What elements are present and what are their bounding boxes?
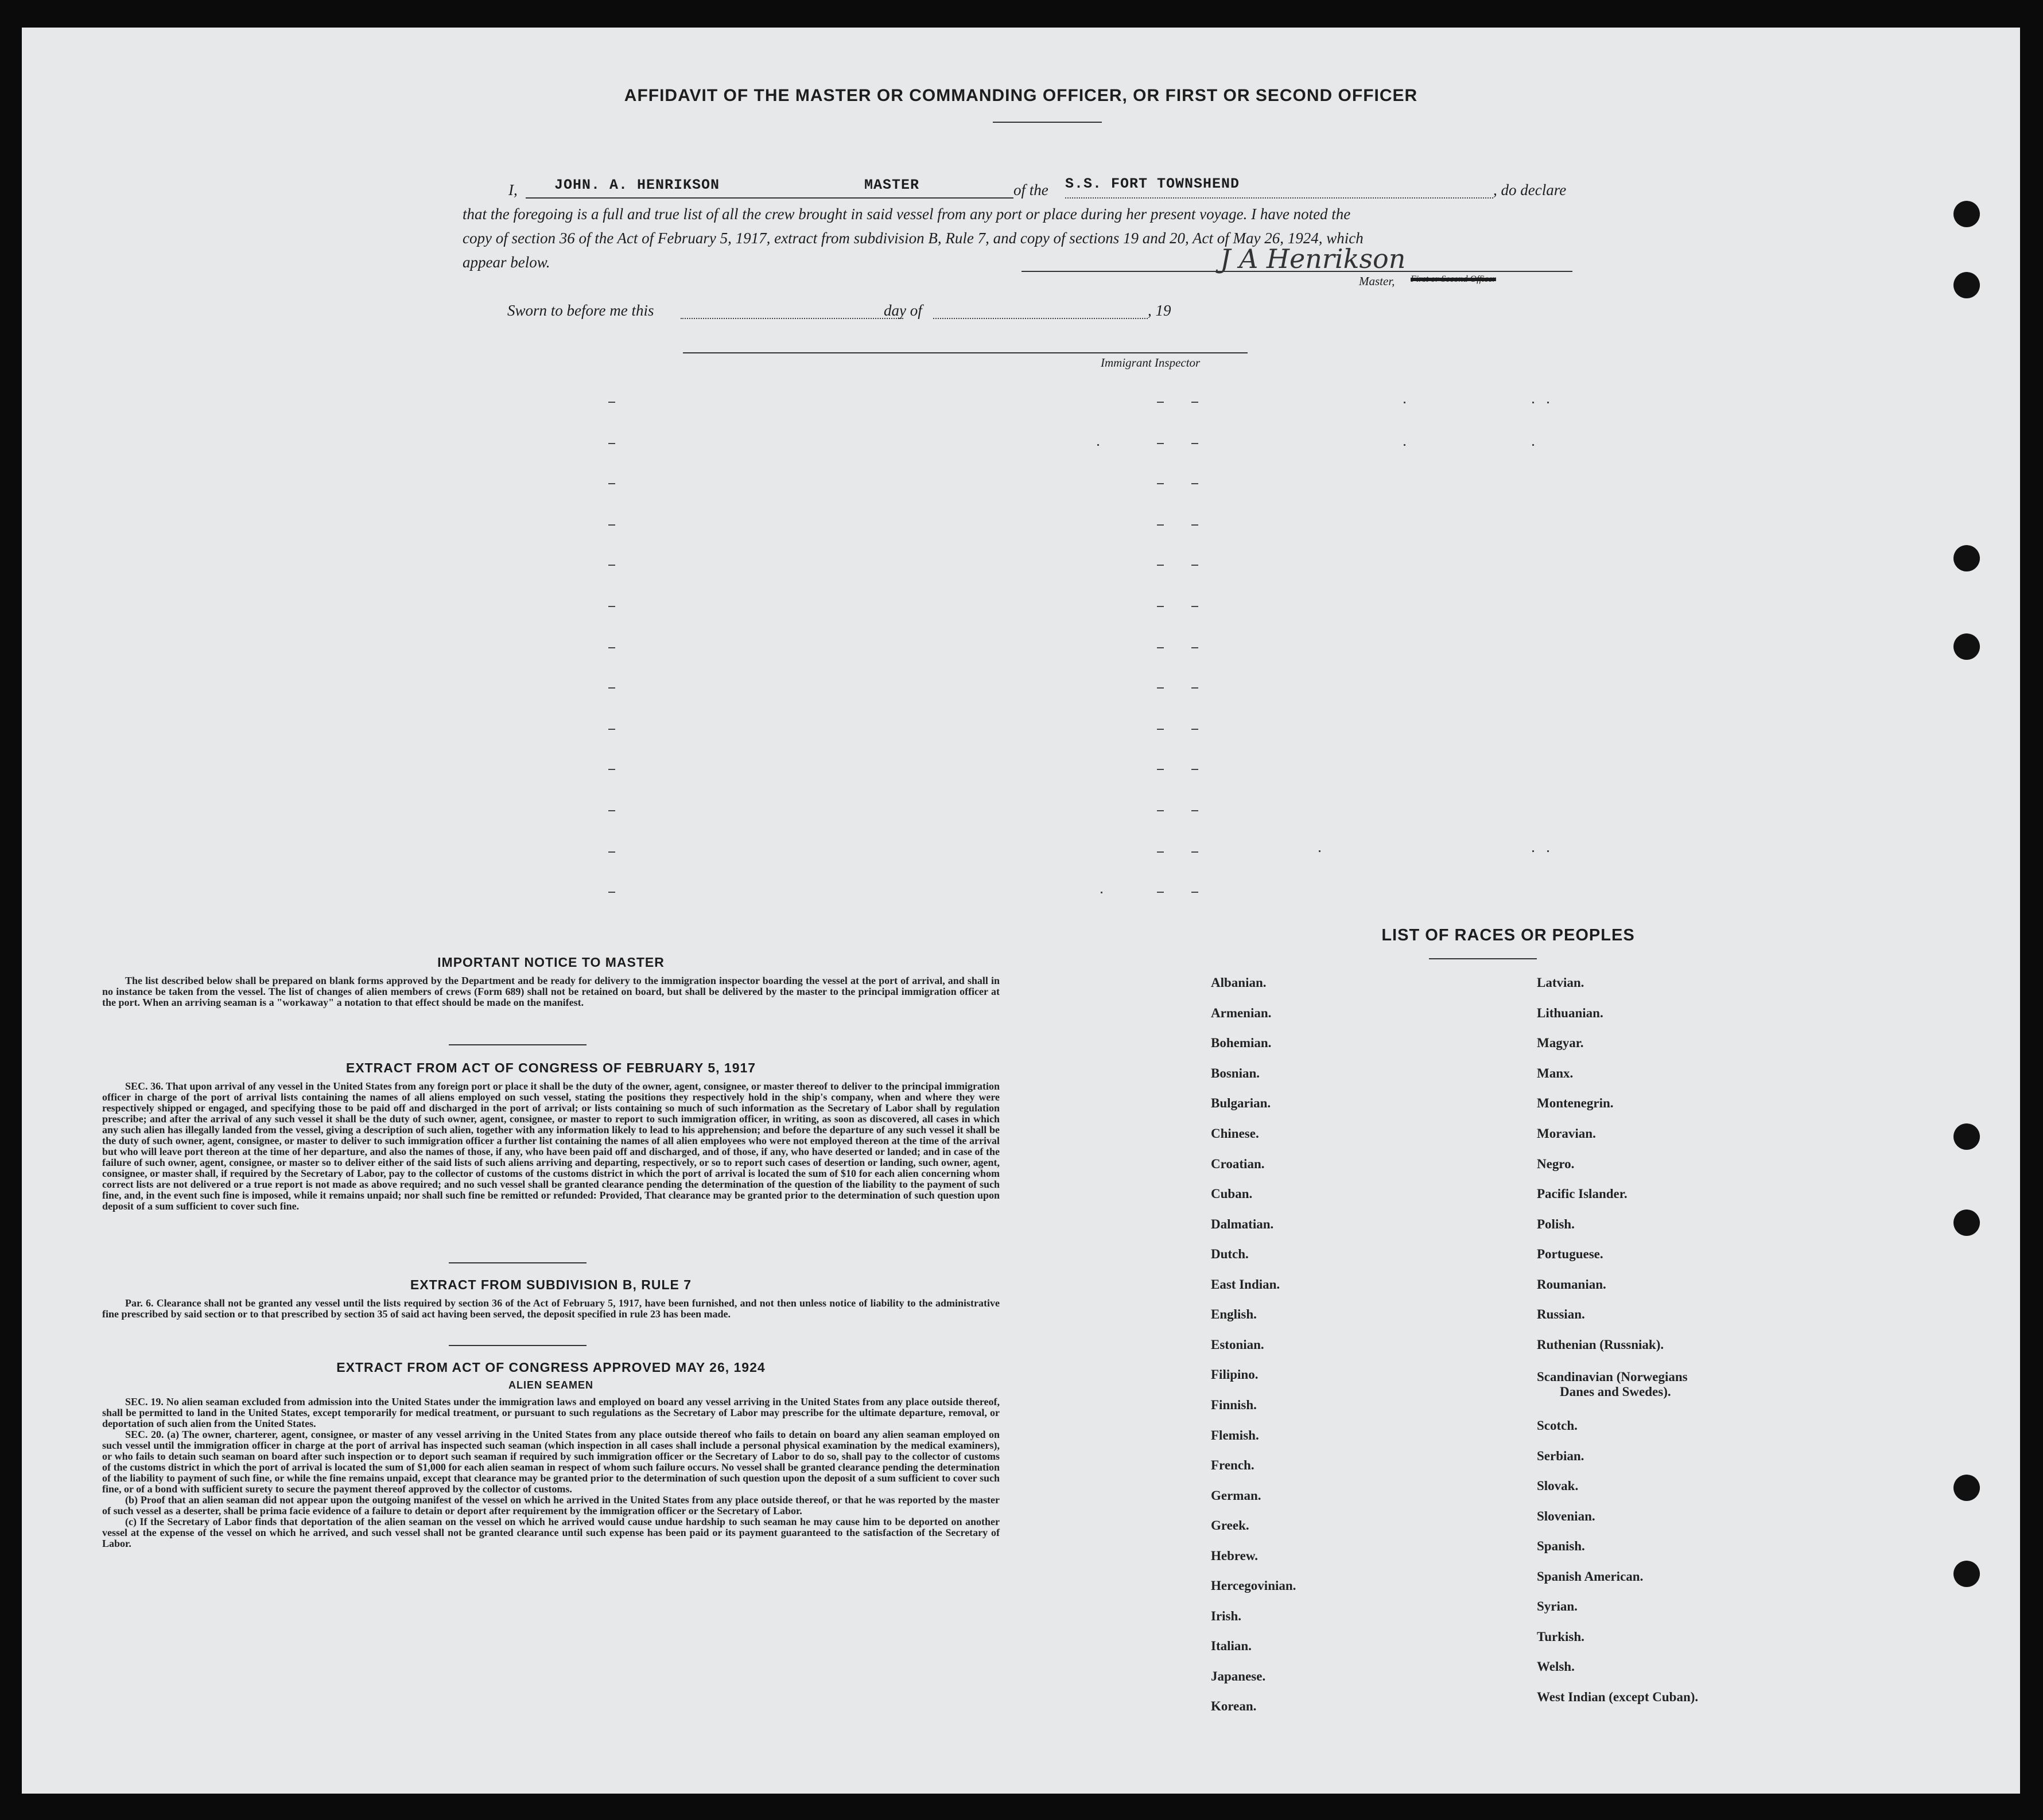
inspector-line [683,352,1248,353]
divider-3 [449,1345,587,1346]
notice-text: The list described below shall be prepared on blank forms approved by the Department and be ready for delivery to the immigration inspector boarding the vessel at the port of arrival, and shall in no instance be taken from the vessel. The list of changes of alien members of crews (Form 689) shall not be retained on board, but shall be delivered by the master to the principal immigration officer at the port. When an arriving seaman is a "workaway" a notation to that effect should be made on the manifest. [102,975,1000,1008]
race-item: Hebrew. [1211,1549,1258,1563]
punch-hole [1953,201,1980,227]
race-item: Spanish. [1537,1539,1585,1553]
races-divider [1429,958,1537,959]
races-title: LIST OF RACES OR PEOPLES [1381,926,1635,944]
race-item: Pacific Islander. [1537,1187,1628,1201]
race-item: Negro. [1537,1157,1575,1171]
punch-hole [1953,1123,1980,1150]
do-declare: , do declare [1493,181,1567,199]
race-item: Hercegovinian. [1211,1578,1296,1593]
punch-hole [1953,1561,1980,1587]
race-item: Turkish. [1537,1630,1584,1644]
race-item: Korean. [1211,1699,1257,1713]
extract-1924-title: EXTRACT FROM ACT OF CONGRESS APPROVED MAY 26, 1924 [336,1360,766,1375]
race-item: West Indian (except Cuban). [1537,1690,1699,1704]
race-item: Syrian. [1537,1599,1578,1613]
sec-19: SEC. 19. No alien seaman excluded from admission into the United States under the immigration laws and employed on board any vessel arriving in the United States from any place outside thereof, shall be permitted to land in the United States, except temporarily for medical treatment, or pursuant to such regulations as the Secretary of Labor may prescribe for the ultimate departure, removal, or deportation of such alien from the United States. [102,1396,1000,1429]
punch-hole [1953,272,1980,298]
race-item: East Indian. [1211,1277,1280,1292]
race-item: French. [1211,1458,1254,1472]
race-item: Flemish. [1211,1428,1259,1442]
race-item: Ruthenian (Russniak). [1537,1337,1664,1352]
race-item: Slovak. [1537,1479,1579,1493]
race-item: Bosnian. [1211,1066,1260,1080]
race-item: Portuguese. [1537,1247,1603,1261]
race-item: Dutch. [1211,1247,1249,1261]
race-item: Armenian. [1211,1006,1272,1020]
sworn-date-line [681,318,903,319]
of-the-label: of the [1013,181,1048,199]
race-item: Scandinavian (Norwegians [1537,1370,1688,1384]
master-name: JOHN. A. HENRIKSON [554,177,720,193]
alien-seamen-subtitle: ALIEN SEAMEN [508,1379,593,1391]
year-label: , 19 [1148,302,1171,319]
sec-20a: SEC. 20. (a) The owner, charterer, agent, consignee, or master of any vessel arriving in the United States from any place outside thereof who fails to detain on board any alien seaman employed on such vessel until the immigration officer in charge at the port of arrival has inspected such seaman (which inspection in all cases shall include a personal physical examination by the medical examiners), or who fails to detain such seaman on board after such inspection or to deport such seaman if required by such immigration officer or the Secretary of Labor to do so, shall pay to the collector of customs of the customs district in which the port of arrival is located the sum of $1,000 for each alien seaman in respect of whom such failure occurs. No vessel shall be granted clearance pending the determination of the liability to payment of such fine, or while the fine remains unpaid, except that clearance may be granted prior to the determination of such question upon the deposit of a sum sufficient to cover such fine, or of a bond with sufficient surety to secure the payment thereof approved by the collector of customs. [102,1429,1000,1495]
race-item-continued: Danes and Swedes). [1560,1385,1671,1399]
punch-hole [1953,1210,1980,1236]
i-label: I, [508,181,518,199]
title-divider [993,122,1102,123]
race-item: Roumanian. [1537,1277,1606,1292]
extract-rule7-title: EXTRACT FROM SUBDIVISION B, RULE 7 [410,1277,692,1292]
race-item: Polish. [1537,1217,1575,1231]
day-of-label: day of [884,302,922,319]
race-item: Bulgarian. [1211,1096,1271,1110]
extract-rule7-text: Par. 6. Clearance shall not be granted any vessel until the lists required by section 36 of the Act of February 5, 1917, have been furnished, and not then unless notice of liability to the administrative fine prescribed by said section or to that prescribed by section 35 of said act having been served, the deposit specified in rule 23 has been made. [102,1297,1000,1320]
struck-officer-text: First or Second Officer [1411,274,1496,284]
punch-hole [1953,633,1980,660]
race-item: Bohemian. [1211,1036,1272,1050]
name-line [526,197,1013,199]
sec-20c: (c) If the Secretary of Labor finds that deportation of the alien seaman on the vessel on which he arrived would cause undue hardship to such seaman he may cause him to be deported on another vessel at the expense of the vessel on which he arrived, and such vessel shall not be granted clearance until such expense has been paid or its payment guaranteed to the satisfaction of the Secretary of Labor. [102,1516,1000,1549]
race-item: Irish. [1211,1609,1242,1623]
affidavit-title: AFFIDAVIT OF THE MASTER OR COMMANDING OFFICER, OR FIRST OR SECOND OFFICER [624,86,1418,105]
race-item: Dalmatian. [1211,1217,1274,1231]
extract-1917-title: EXTRACT FROM ACT OF CONGRESS OF FEBRUARY 5, 1917 [345,1060,756,1075]
vessel-line [1065,197,1493,199]
divider-2 [449,1262,587,1263]
extract-1924-text [102,1397,1000,1549]
punch-hole [1953,545,1980,571]
race-item: Montenegrin. [1537,1096,1614,1110]
race-item: Spanish American. [1537,1569,1644,1584]
race-item: Serbian. [1537,1449,1584,1463]
master-signature: J A Henrikson [1220,243,1406,274]
race-item: Lithuanian. [1537,1006,1603,1020]
declaration-line-2: that the foregoing is a full and true list of all the crew brought in said vessel from any port or place during her present voyage. I have noted the [463,205,1351,223]
race-item: Chinese. [1211,1126,1259,1141]
vessel-name: S.S. FORT TOWNSHEND [1065,176,1240,192]
race-item: Scotch. [1537,1418,1578,1433]
race-item: Japanese. [1211,1669,1266,1683]
race-item: Estonian. [1211,1337,1264,1352]
race-item: Greek. [1211,1518,1249,1533]
notice-title: IMPORTANT NOTICE TO MASTER [437,955,665,970]
punch-hole [1953,1475,1980,1501]
race-item: Latvian. [1537,975,1584,990]
form-sheet [22,28,2020,1794]
declaration-line-3: copy of section 36 of the Act of February 5, 1917, extract from subdivision B, Rule 7, and copy of sections 19 and 20, Act of May 26, 1924, which [463,230,1364,247]
race-item: Cuban. [1211,1187,1253,1201]
divider-1 [449,1044,587,1045]
signature-caption: Master, [1359,274,1395,288]
race-item: Moravian. [1537,1126,1596,1141]
race-item: Croatian. [1211,1157,1265,1171]
month-line [933,318,1148,319]
race-item: Albanian. [1211,975,1267,990]
race-item: Finnish. [1211,1398,1257,1412]
race-item: German. [1211,1488,1261,1503]
race-item: Magyar. [1537,1036,1584,1050]
rank: MASTER [864,177,920,193]
race-item: Welsh. [1537,1659,1575,1674]
sworn-label: Sworn to before me this [507,302,654,319]
race-item: Filipino. [1211,1367,1259,1382]
sec-20b: (b) Proof that an alien seaman did not appear upon the outgoing manifest of the vessel on which he arrived in the United States from any place outside thereof, or that he was reported by the master of such vessel as a deserter, shall be prima facie evidence of a failure to detain or deport after requirement by the immigration officer or the Secretary of Labor. [102,1494,1000,1516]
race-item: Slovenian. [1537,1509,1595,1523]
inspector-caption: Immigrant Inspector [1101,356,1201,370]
declaration-line-4: appear below. [463,254,550,271]
race-item: Italian. [1211,1639,1252,1653]
race-item: Russian. [1537,1307,1585,1321]
extract-1917-text: SEC. 36. That upon arrival of any vessel in the United States from any foreign port or place it shall be the duty of the owner, agent, consignee, or master thereof to deliver to the principal immigration officer in charge of the port of arrival lists containing the names of all aliens employed on such vessel, stating the positions they respectively hold in the ship's company, when and where they were respectively shipped or engaged, and specifying those to be paid off and discharged in the port of arrival; or lists containing so much of such information as the Secretary of Labor shall by regulation prescribe; and after the arrival of any such vessel it shall be the duty of such owner, agent, consignee, or master to report to such immigration officer, in writing, as soon as discovered, all cases in which any such alien has illegally landed from the vessel, giving a description of such alien, together with any information likely to lead to his apprehension; and before the departure of any such vessel it shall be the duty of such owner, agent, consignee, or master to deliver to such immigration officer a further list containing the names of all alien employees who were not employed thereon at the time of the arrival but who will leave port thereon at the time of her departure, and also the names of those, if any, who have been paid off and discharged, and of those, if any, who have deserted or landed; and in case of the failure of such owner, agent, consignee, or master so to deliver either of the said lists of such aliens arriving and departing, respectively, or so to report such cases of desertion or landing, such owner, agent, consignee, or master shall, if required by the Secretary of Labor, pay to the collector of customs of the customs district in which the port of arrival is located the sum of $10 for each alien concerning whom correct lists are not delivered or a true report is not made as above required; and no such vessel shall be granted clearance pending the determination of the question of the liability to the payment of such fine, and, in the event such fine is imposed, while it remains unpaid; nor shall such fine be remitted or refunded: Provided, That clearance may be granted prior to the determination of such question upon deposit of a sum sufficient to cover such fine. [102,1080,1000,1212]
race-item: Manx. [1537,1066,1574,1080]
race-item: English. [1211,1307,1257,1321]
